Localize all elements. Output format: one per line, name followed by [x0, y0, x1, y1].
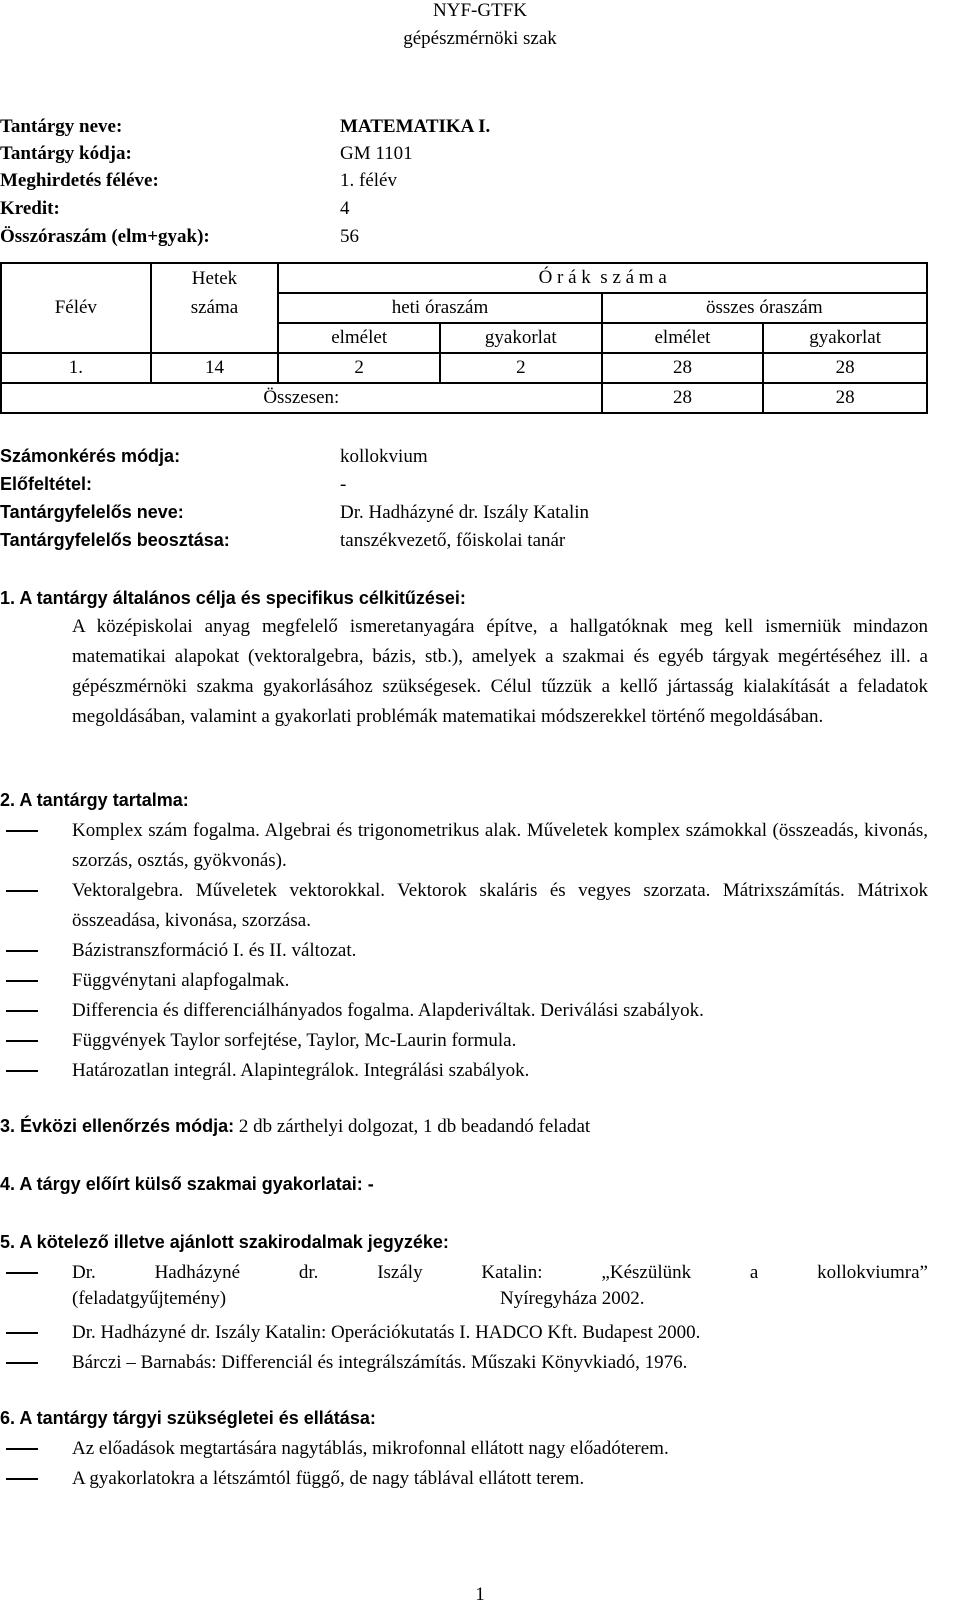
- list-item: Dr. Hadházyné dr. Iszály Katalin: Operációkutatás I. HADCO Kft. Budapest 2000.: [72, 1318, 928, 1348]
- prerequisite-value: -: [340, 474, 347, 495]
- course-name-label: Tantárgy neve:: [0, 116, 123, 137]
- list-item: Differencia és differenciálhányados fogalma. Alapderiváltak. Deriválási szabályok.: [72, 996, 928, 1026]
- section3-title: 3. Évközi ellenőrzés módja:: [0, 1116, 235, 1136]
- course-name-value: MATEMATIKA I.: [340, 116, 491, 137]
- dash-bullet: [6, 1272, 38, 1274]
- list-item: Dr. Hadházyné dr. Iszály Katalin: „Készülünk a kollokviumra”: [72, 1258, 928, 1288]
- sub-gyakorlat-osszes: gyakorlat: [763, 323, 927, 353]
- course-code-value: GM 1101: [340, 143, 413, 164]
- header-felev-blank: [1, 263, 151, 293]
- prerequisite-label: Előfeltétel:: [0, 474, 93, 494]
- dash-bullet: [6, 1448, 38, 1450]
- total-gyakorlat: 28: [763, 383, 927, 413]
- section2-title: 2. A tantárgy tartalma:: [0, 790, 189, 810]
- credit-value: 4: [340, 198, 350, 219]
- dash-bullet: [6, 950, 38, 952]
- header-felev: Félév: [1, 293, 151, 323]
- cell-hetek: 14: [151, 353, 279, 383]
- total-hours-label: Összóraszám (elm+gyak):: [0, 226, 210, 247]
- table-row: [1, 353, 927, 383]
- cell-osszes-elmelet: 28: [602, 353, 764, 383]
- header-orak-szama: Ó r á k s z á m a: [278, 263, 927, 293]
- header-hetek: Hetek: [151, 263, 279, 293]
- reference-subtitle: (feladatgyűjtemény): [72, 1288, 227, 1309]
- section3: [0, 1116, 590, 1138]
- section3-text: 2 db zárthelyi dolgozat, 1 db beadandó feladat: [238, 1116, 591, 1137]
- institution-title: NYF-GTFK: [433, 0, 527, 21]
- cell-heti-gyakorlat: 2: [440, 353, 602, 383]
- list-item: Vektoralgebra. Műveletek vektorokkal. Vektorok skaláris és vegyes szorzata. Mátrixszámítás. Mátrixok összeadása, kivonása, szorzása.: [72, 876, 928, 936]
- dash-bullet: [6, 980, 38, 982]
- section5-title: 5. A kötelező illetve ajánlott szakirodalmak jegyzéke:: [0, 1232, 449, 1252]
- dash-bullet: [6, 1332, 38, 1334]
- sub-gyakorlat-heti: gyakorlat: [440, 323, 602, 353]
- responsible-name-value: Dr. Hadházyné dr. Iszály Katalin: [340, 502, 590, 523]
- cell-felev: 1.: [1, 353, 151, 383]
- list-item: A gyakorlatokra a létszámtól függő, de nagy táblával ellátott terem.: [72, 1464, 928, 1494]
- dash-bullet: [6, 890, 38, 892]
- hours-table: [0, 262, 928, 414]
- total-label: Összesen:: [1, 383, 602, 413]
- total-row: [1, 383, 927, 413]
- course-code-label: Tantárgy kódja:: [0, 143, 132, 164]
- list-item: Függvénytani alapfogalmak.: [72, 966, 928, 996]
- dash-bullet: [6, 1362, 38, 1364]
- list-item: Határozatlan integrál. Alapintegrálok. Integrálási szabályok.: [72, 1056, 928, 1086]
- dash-bullet: [6, 1478, 38, 1480]
- header-heti-oraszam: heti óraszám: [278, 293, 601, 323]
- dash-bullet: [6, 1010, 38, 1012]
- sub-elmelet-osszes: elmélet: [602, 323, 764, 353]
- list-item: Bárczi – Barnabás: Differenciál és integrálszámítás. Műszaki Könyvkiadó, 1976.: [72, 1348, 928, 1378]
- exam-type-label: Számonkérés módja:: [0, 446, 181, 466]
- list-item: Függvények Taylor sorfejtése, Taylor, Mc-Laurin formula.: [72, 1026, 928, 1056]
- program-subtitle: gépészmérnöki szak: [403, 28, 557, 49]
- dash-bullet: [6, 830, 38, 832]
- sub-elmelet-heti: elmélet: [278, 323, 440, 353]
- dash-bullet: [6, 1040, 38, 1042]
- header-blank-1: [1, 323, 151, 353]
- responsible-position-label: Tantárgyfelelős beosztása:: [0, 530, 230, 550]
- list-item: Az előadások megtartására nagytáblás, mikrofonnal ellátott nagy előadóterem.: [72, 1434, 928, 1464]
- credit-label: Kredit:: [0, 198, 60, 219]
- semester-label: Meghirdetés féléve:: [0, 170, 159, 191]
- section6-title: 6. A tantárgy tárgyi szükségletei és ellátása:: [0, 1408, 376, 1428]
- total-elmelet: 28: [602, 383, 764, 413]
- section1-text: A középiskolai anyag megfelelő ismeretanyagára építve, a hallgatóknak meg kell ismerniük mindazon matematikai alapokat (vektoralgebra, bázis, stb.), amelyek a szakmai és egyéb tárgyak megértéséhez ill. a gépészmérnöki szakma gyakorlásához szükségesek. Célul tűzzük a kellő jártasság kialakítását a feladatok megoldásában, valamint a gyakorlati problémák matematikai módszerekkel történő megoldásában.: [72, 616, 928, 727]
- total-hours-value: 56: [340, 226, 359, 247]
- responsible-position-value: tanszékvezető, főiskolai tanár: [340, 530, 566, 551]
- page-number: 1: [475, 1584, 485, 1605]
- list-item: Bázistranszformáció I. és II. változat.: [72, 936, 928, 966]
- semester-value: 1. félév: [340, 170, 397, 191]
- header-osszes-oraszam: összes óraszám: [602, 293, 927, 323]
- section4-title: 4. A tárgy előírt külső szakmai gyakorlatai: -: [0, 1174, 374, 1194]
- header-szama: száma: [151, 293, 279, 323]
- responsible-name-label: Tantárgyfelelős neve:: [0, 502, 184, 522]
- cell-heti-elmelet: 2: [278, 353, 440, 383]
- exam-type-value: kollokvium: [340, 446, 428, 467]
- reference-place-year: Nyíregyháza 2002.: [500, 1288, 645, 1309]
- list-item: Komplex szám fogalma. Algebrai és trigonometrikus alak. Műveletek komplex számokkal (összeadás, kivonás, szorzás, osztás, gyökvonás).: [72, 816, 928, 876]
- section1-title: 1. A tantárgy általános célja és specifikus célkitűzései:: [0, 588, 466, 608]
- cell-osszes-gyakorlat: 28: [763, 353, 927, 383]
- dash-bullet: [6, 1070, 38, 1072]
- header-blank-2: [151, 323, 279, 353]
